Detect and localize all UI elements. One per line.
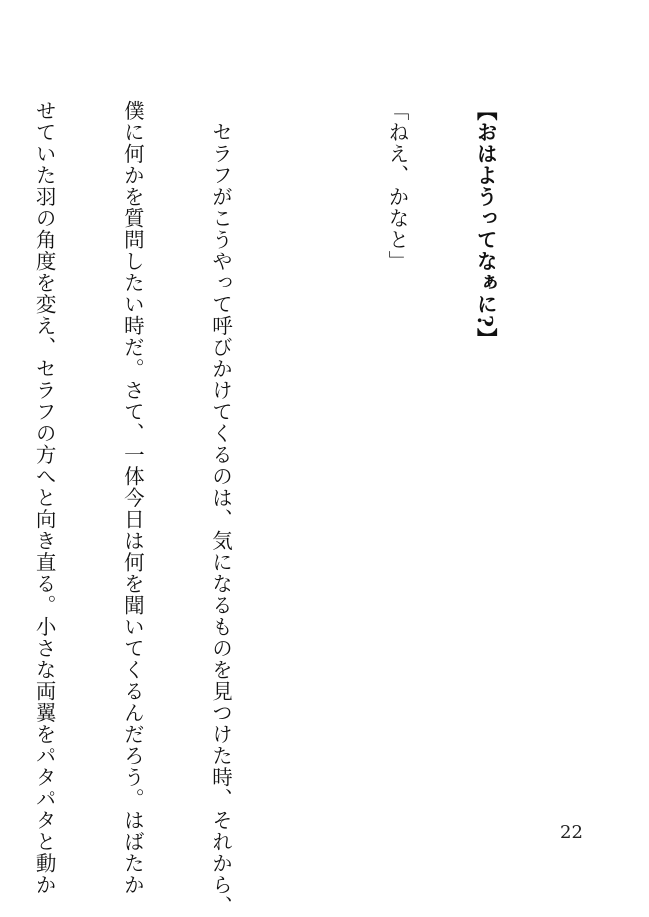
text-line-1: 「ねえ、かなと」 [384,100,409,272]
text-line-3: セラフがこうやって呼びかけてくるのは、気になるものを見つけた時、それから、 [208,100,233,917]
text-line-5: せていた羽の角度を変え、セラフの方へと向き直る。小さな両翼をパタパタと動か [32,100,57,896]
page-number: 22 [560,822,583,843]
text-line-4: 僕に何かを質問したい時だ。さて、一体今日は何を聞いてくるんだろう。はばたか [120,100,145,896]
chapter-heading: 【おはようってなぁに?】 [473,100,498,350]
vertical-text-body [0,100,558,917]
blank-line [293,100,322,840]
